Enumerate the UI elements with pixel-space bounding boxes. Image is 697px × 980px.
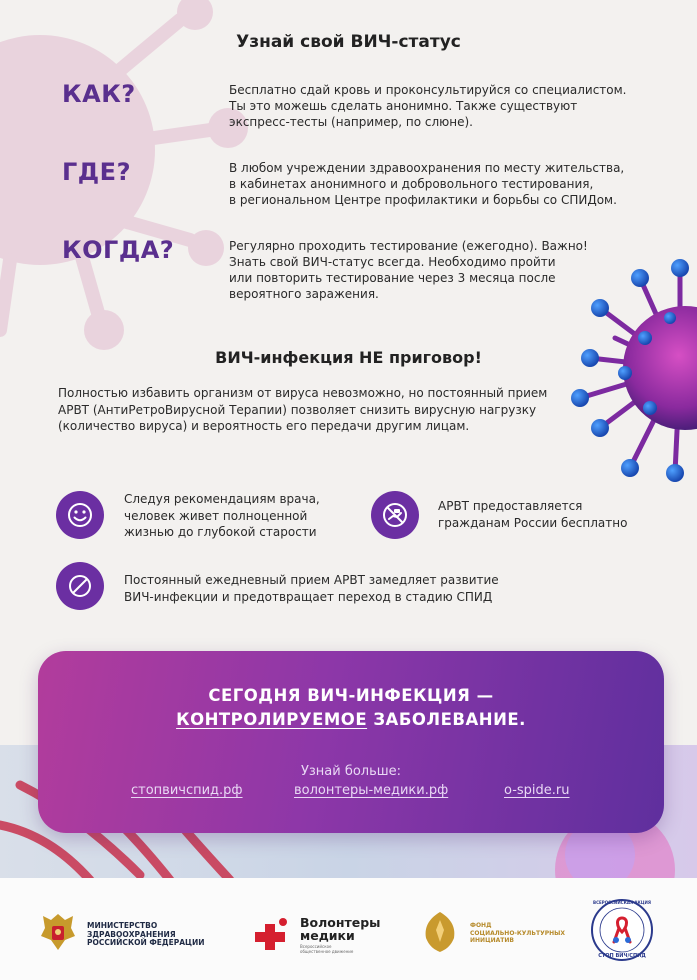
question-where: ГДЕ?: [62, 158, 131, 186]
feature-free-therapy: АРВТ предоставляется гражданам России бесплатно: [438, 499, 628, 530]
no-payment-icon: [371, 491, 419, 539]
virus-illustration: [570, 258, 697, 488]
feature-healthy-life: Следуя рекомендациям врача, человек живет полноценной жизнью до глубокой старости: [124, 492, 320, 539]
link-volontery-mediki[interactable]: волонтеры-медики.рф: [294, 783, 449, 798]
link-o-spide[interactable]: o-spide.ru: [504, 783, 570, 798]
stop-badge-top-text: ВСЕРОССИЙСКАЯ АКЦИЯ: [593, 900, 651, 905]
answer-where: В любом учреждении здравоохранения по месту жительства, в кабинетах анонимного и добровольного тестирования, в региональном Центре профилактики и борьбы со СПИДом.: [229, 161, 625, 207]
answer-when: Регулярно проходить тестирование (ежегодно). Важно! Знать свой ВИЧ-статус всегда. Необходимо пройти или повторить тестирование через 3 месяца после вероятного заражения.: [229, 239, 588, 301]
controllable-disease-banner: [38, 651, 664, 833]
section-description: Полностью избавить организм от вируса невозможно, но постоянный прием АРВТ (АнтиРетроВирусной Терапии) позволяет снизить вирусную нагрузку (количество вируса) и вероятность его передачи другим лицам.: [58, 386, 548, 433]
fund-logo-text: ФОНД СОЦИАЛЬНО-КУЛЬТУРНЫХ ИНИЦИАТИВ: [470, 922, 565, 944]
fund-emblem-icon: [418, 908, 462, 954]
answer-how: Бесплатно сдай кровь и проконсультируйся со специалистом. Ты это можешь сделать анонимно. Также существуют экспресс-тесты (например, по слюне).: [229, 83, 627, 129]
question-when: КОГДА?: [62, 236, 175, 264]
feature-slows-progression: Постоянный ежедневный прием АРВТ замедляет развитие ВИЧ-инфекции и предотвращает переход в стадию СПИД: [124, 573, 499, 604]
main-title: Узнай свой ВИЧ-статус: [236, 32, 461, 52]
smiley-face-icon: [56, 491, 104, 539]
volunteers-logo-subtitle: Всероссийское общественное движение: [300, 944, 354, 954]
question-how: КАК?: [62, 80, 136, 108]
pill-icon: [56, 562, 104, 610]
volunteers-cross-icon: [255, 916, 295, 950]
banner-title: СЕГОДНЯ ВИЧ-ИНФЕКЦИЯ — КОНТРОЛИРУЕМОЕ ЗАБОЛЕВАНИЕ.: [176, 686, 526, 729]
link-stopvichspid[interactable]: стопвичспид.рф: [131, 783, 243, 798]
volunteers-logo-title: Волонтеры медики: [300, 915, 381, 943]
ministry-logo-text: МИНИСТЕРСТВО ЗДРАВООХРАНЕНИЯ РОССИЙСКОЙ ФЕДЕРАЦИИ: [87, 921, 205, 947]
learn-more-label: Узнай больше:: [300, 764, 402, 779]
footer-logos: [0, 878, 697, 980]
coat-of-arms-icon: [35, 908, 81, 954]
section-title-not-a-sentence: ВИЧ-инфекция НЕ приговор!: [215, 348, 482, 367]
stop-badge-bottom-text: СТОП ВИЧ/СПИД: [598, 953, 646, 959]
